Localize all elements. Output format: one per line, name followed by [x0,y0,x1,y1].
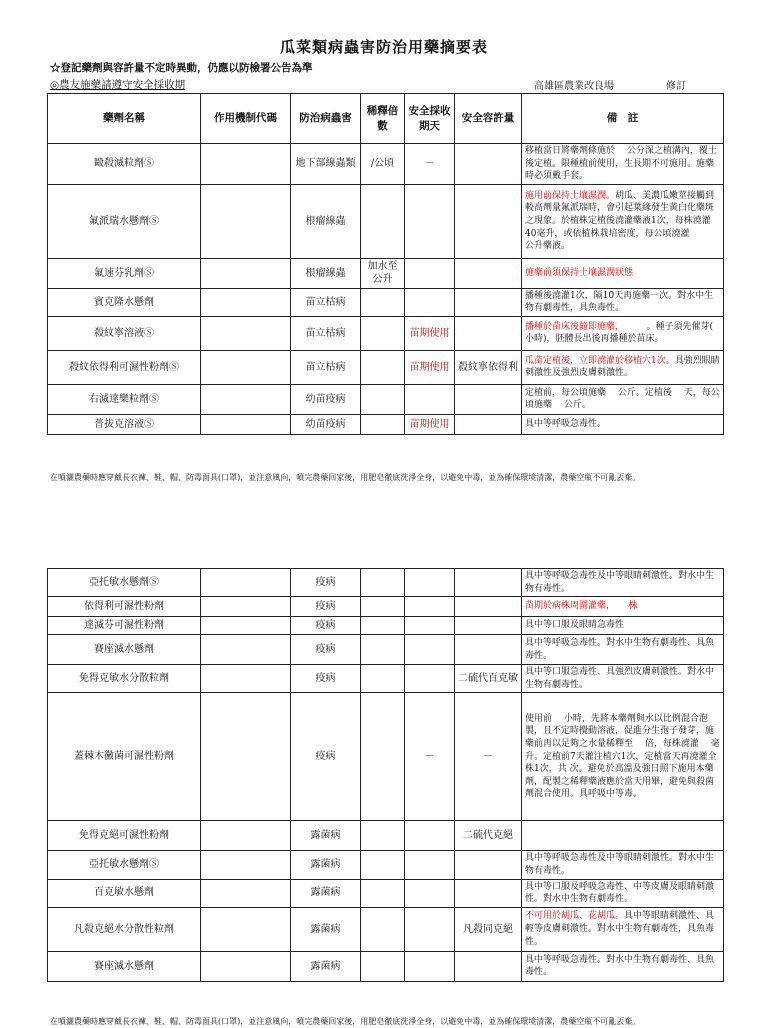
note: 具中等口服及眼睛急毒性 [522,617,724,635]
dilution: /公頃 [361,144,405,185]
mrl: 凡殺同克絕 [455,907,522,951]
organization-name: 高雄區農業改良場 [534,81,614,92]
drug-name: 毆殺滅粒劑Ⓢ [48,144,201,185]
table-row [48,569,724,597]
mrl [455,635,522,665]
drug-name: 賽座滅水懸劑 [48,635,201,665]
table-row [48,144,724,185]
moa-code [201,821,291,851]
table-row [48,258,724,288]
mrl [455,184,522,258]
dilution [361,665,405,693]
mrl: 二硫代克絕 [455,821,522,851]
drug-name: 達滅芬可濕性粉劑 [48,617,201,635]
moa-code [201,693,291,821]
target-pest: 疫病 [291,665,361,693]
mrl [455,569,522,597]
phi [405,288,455,316]
phi: 苗期使用 [405,316,455,350]
target-pest: 幼苗疫病 [291,414,361,434]
moa-code [201,414,291,434]
phi [405,597,455,617]
mrl [455,851,522,879]
moa-code [201,288,291,316]
moa-code [201,258,291,288]
table-row [48,693,724,821]
mrl: 二硫代百克敏 [455,665,522,693]
safety-footer-2: 在噴灑農藥時應穿戴長衣褲、鞋、帽、防毒面具(口罩)，並注意風向，噴完農藥回家後，用肥皂徹底洗淨全身，以避免中毒，並為確保環境清潔，農藥空瓶不可亂丟棄。 [50,1017,641,1026]
drug-name: 普拔克溶液Ⓢ [48,414,201,434]
target-pest: 地下部線蟲類 [291,144,361,185]
table-row [48,821,724,851]
target-pest: 露菌病 [291,907,361,951]
dilution [361,384,405,414]
mrl [455,597,522,617]
mrl [455,617,522,635]
target-pest: 疫病 [291,693,361,821]
moa-code [201,184,291,258]
table-row [48,951,724,981]
mrl [455,879,522,907]
note: 具中等呼吸急毒性。 [522,414,724,434]
target-pest: 露菌病 [291,821,361,851]
target-pest: 苗立枯病 [291,316,361,350]
note: 具中等呼吸急毒性及中等眼睛刺激性。對水中生物有毒性。 [522,851,724,879]
phi: － [405,693,455,821]
note: 施用前保持土壤濕潤。胡瓜、美濃瓜嫩莖接觸到較高劑量氟派瑞時，會引起葉緣發生黃白化藥斑之現象。於植株定植後澆灌藥液1次，每株澆灌40毫升，或依植株栽培密度，每公頃澆灌 公升藥液。 [522,184,724,258]
table-row [48,316,724,350]
note: 具中等口服及呼吸急毒性、中等皮膚及眼睛刺激性。對水中生物有劇毒性。 [522,879,724,907]
dilution: 加水至 公升 [361,258,405,288]
target-pest: 苗立枯病 [291,288,361,316]
target-pest: 苗立枯病 [291,350,361,384]
drug-name: 蓋棘木黴菌可濕性粉劑 [48,693,201,821]
dilution [361,597,405,617]
phi: 苗期使用 [405,350,455,384]
phi [405,617,455,635]
drug-name: 賓克隆水懸劑 [48,288,201,316]
note: 播種於苗床後隨即施藥， 。種子須先催芽( 小時)，胚體長出後再播種於苗床。 [522,316,724,350]
phi [405,569,455,597]
moa-code [201,879,291,907]
dilution [361,617,405,635]
note: 具中等呼吸急毒性。對水中生物有劇毒性、具魚毒性。 [522,635,724,665]
note [522,821,724,851]
moa-code [201,350,291,384]
phi: 苗期使用 [405,414,455,434]
drug-name: 殺紋寧溶液Ⓢ [48,316,201,350]
moa-code [201,384,291,414]
table-row [48,879,724,907]
dilution [361,821,405,851]
header-phi: 安全採收期天 [405,94,455,144]
note: 施藥前須保持土壤濕潤狀態 [522,258,724,288]
table-row [48,414,724,434]
mrl: 殺紋寧依得利 [455,350,522,384]
note: 定植前，每公頃施藥 公斤。定植後 天，每公頃施藥 公斤。 [522,384,724,414]
target-pest: 疫病 [291,617,361,635]
moa-code [201,569,291,597]
phi [405,665,455,693]
moa-code [201,665,291,693]
document-title: 瓜菜類病蟲害防治用藥摘要表 [279,38,488,56]
dilution [361,951,405,981]
dilution [361,907,405,951]
target-pest: 疫病 [291,635,361,665]
mrl [455,951,522,981]
pesticide-table-2 [47,568,724,982]
note: 瓜苗定植後，立即澆灌於移植穴1次。具強烈眼睛刺激性及強烈皮膚刺激性。 [522,350,724,384]
note: 播種後澆灌1次，隔10天再施藥一次。對水中生物有劇毒性，具魚毒性。 [522,288,724,316]
drug-name: 百克敏水懸劑 [48,879,201,907]
table-row [48,597,724,617]
safety-footer: 在噴灑農藥時應穿戴長衣褲、鞋、帽、防毒面具(口罩)，並注意風向，噴完農藥回家後，用肥皂徹底洗淨全身，以避免中毒，並為確保環境清潔，農藥空瓶不可亂丟棄。 [50,473,641,482]
note: 移植當日將藥劑條施於 公分深之植溝內，覆土後定植。限種植前使用，生長期不可施用。施藥時必須戴手套。 [522,144,724,185]
target-pest: 根瘤線蟲 [291,258,361,288]
phi [405,635,455,665]
dilution [361,316,405,350]
dilution [361,288,405,316]
target-pest: 露菌病 [291,951,361,981]
mrl [455,414,522,434]
note: 不可用於胡瓜、花胡瓜。具中等眼睛刺激性、具輕等皮膚刺激性。對水中生物有劇毒性，具魚毒性。 [522,907,724,951]
table-row [48,617,724,635]
table-row [48,635,724,665]
header-dilution: 稀釋倍數 [361,94,405,144]
drug-name: 依得利可濕性粉劑 [48,597,201,617]
mrl: － [455,693,522,821]
header-mrl: 安全容許量 [455,94,522,144]
target-pest: 露菌病 [291,851,361,879]
dilution [361,569,405,597]
revision-label: 修訂 [666,81,686,92]
table-row [48,384,724,414]
mrl [455,316,522,350]
moa-code [201,617,291,635]
regulation-notice: ☆登記藥劑與容許量不定時異動，仍應以防檢署公告為準 [50,62,313,74]
moa-code [201,144,291,185]
note: 具中等口服急毒性、具強烈皮膚刺激性。對水中生物有劇毒性。 [522,665,724,693]
mrl [455,288,522,316]
moa-code [201,851,291,879]
note: 具中等呼吸急毒性。對水中生物有劇毒性、具魚毒性。 [522,951,724,981]
drug-name: 凡殺克絕水分散性粒劑 [48,907,201,951]
header-moa: 作用機制代碼 [201,94,291,144]
table-row [48,851,724,879]
header-name: 藥劑名稱 [48,94,201,144]
moa-code [201,907,291,951]
mrl [455,258,522,288]
moa-code [201,951,291,981]
dilution [361,693,405,821]
note: 使用前 小時，先將本藥劑與水以比例混合泡製，且不定時攪動溶液，促進分生孢子發芽，施藥前再以足夠之水量稀釋至 倍，每株澆灌 毫升。定植前7天灌注植穴1次，定植當天再澆灌全株1次，共 次。避免於高溫及強日照下施用本藥劑，配製之稀釋藥液應於當天用畢，避免與殺菌劑混合使用。具呼吸中等毒。 [522,693,724,821]
drug-name: 殺紋依得利可濕性粉劑Ⓢ [48,350,201,384]
phi [405,851,455,879]
header-note: 備 註 [522,94,724,144]
pesticide-table-1 [47,93,724,435]
table-row [48,288,724,316]
drug-name: 免得克絕可濕性粉劑 [48,821,201,851]
phi [405,951,455,981]
drug-name: 亞托敏水懸劑Ⓢ [48,851,201,879]
note: 苗期於病株周圍灌藥， 株 [522,597,724,617]
phi: － [405,144,455,185]
phi [405,821,455,851]
phi [405,879,455,907]
drug-name: 氟派瑞水懸劑Ⓢ [48,184,201,258]
table-row [48,350,724,384]
phi [405,184,455,258]
target-pest: 疫病 [291,597,361,617]
note: 具中等呼吸急毒性及中等眼睛刺激性。對水中生物有毒性。 [522,569,724,597]
target-pest: 疫病 [291,569,361,597]
table-row [48,907,724,951]
table-row [48,665,724,693]
dilution [361,350,405,384]
drug-name: 氟速芬乳劑Ⓢ [48,258,201,288]
target-pest: 露菌病 [291,879,361,907]
target-pest: 根瘤線蟲 [291,184,361,258]
moa-code [201,597,291,617]
moa-code [201,316,291,350]
dilution [361,879,405,907]
dilution [361,414,405,434]
moa-code [201,635,291,665]
harvest-notice: ◎農友施藥請遵守安全採收期 [50,79,186,91]
drug-name: 免得克敏水分散粒劑 [48,665,201,693]
drug-name: 賽座滅水懸劑 [48,951,201,981]
header-target: 防治病蟲害 [291,94,361,144]
table-row [48,184,724,258]
mrl [455,144,522,185]
dilution [361,635,405,665]
dilution [361,851,405,879]
drug-name: 右滅達樂粒劑Ⓢ [48,384,201,414]
phi [405,907,455,951]
drug-name: 亞托敏水懸劑Ⓢ [48,569,201,597]
phi [405,384,455,414]
target-pest: 幼苗疫病 [291,384,361,414]
dilution [361,184,405,258]
mrl [455,384,522,414]
